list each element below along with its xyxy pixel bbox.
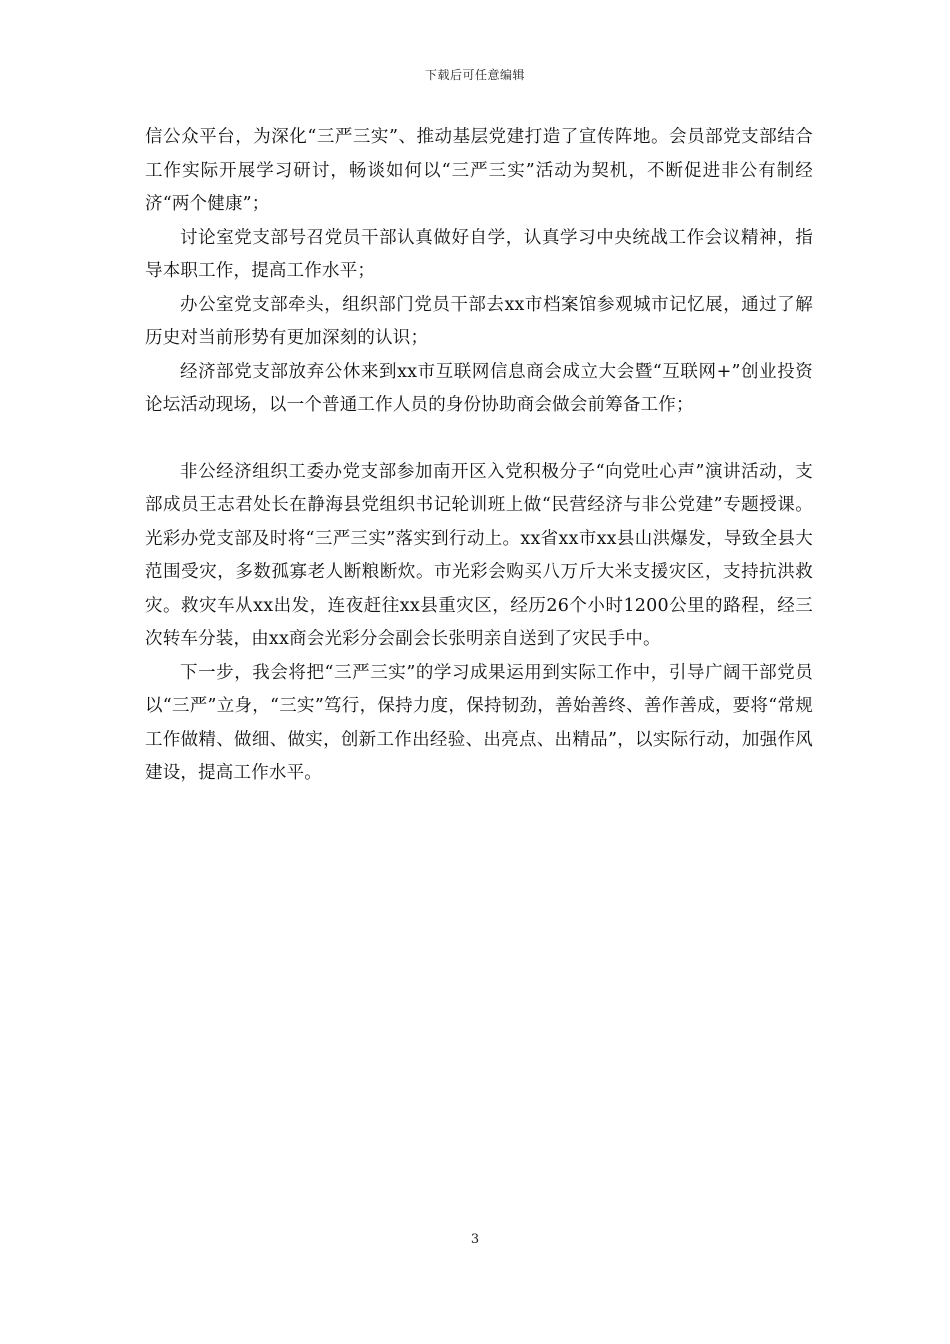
document-body [145, 121, 813, 791]
paragraph-next-steps: 下一步，我会将把“三严三实”的学习成果运用到实际工作中，引导广阔干部党员以“三严”立身，“三实”笃行，保持力度，保持韧劲，善始善终、善作善成，要将“常规工作做精、做细、做实，创新工作出经验、出亮点、出精品”，以实际行动，加强作风建设，提高工作水平。 [145, 662, 813, 783]
paragraph-office: 办公室党支部牵头，组织部门党员干部去xx市档案馆参观城市记忆展，通过了解历史对当前形势有更加深刻的认识； [145, 294, 813, 348]
page-header: 下载后可任意编辑 [424, 68, 525, 82]
paragraph-economic-dept: 经济部党支部放弃公休来到xx市互联网信息商会成立大会暨“互联网+”创业投资论坛活动现场，以一个普通工作人员的身份协助商会做会前筹备工作； [145, 361, 813, 415]
paragraph-discussion-room: 讨论室党支部号召党员干部认真做好自学，认真学习中央统战工作会议精神，指导本职工作，提高工作水平； [145, 227, 813, 281]
paragraph-non-public-economy: 非公经济组织工委办党支部参加南开区入党积极分子“向党吐心声”演讲活动，支部成员王志君处长在静海县党组织书记轮训班上做“民营经济与非公党建”专题授课。光彩办党支部及时将“三严三实”落实到行动上。xx省xx市xx县山洪爆发，导致全县大范围受灾，多数孤寡老人断粮断炊。市光彩会购买八万斤大米支援灾区，支持抗洪救灾。救灾车从xx出发，连夜赶往xx县重灾区，经历26个小时1200公里的路程，经三次转车分装，由xx商会光彩分会副会长张明亲自送到了灾民手中。 [145, 461, 813, 649]
paragraph-continued: 信公众平台，为深化“三严三实”、推动基层党建打造了宣传阵地。会员部党支部结合工作实际开展学习研讨，畅谈如何以“三严三实”活动为契机，不断促进非公有制经济“两个健康”； [145, 127, 813, 214]
page-number: 3 [470, 1232, 480, 1247]
paragraph-spacer [145, 423, 813, 456]
